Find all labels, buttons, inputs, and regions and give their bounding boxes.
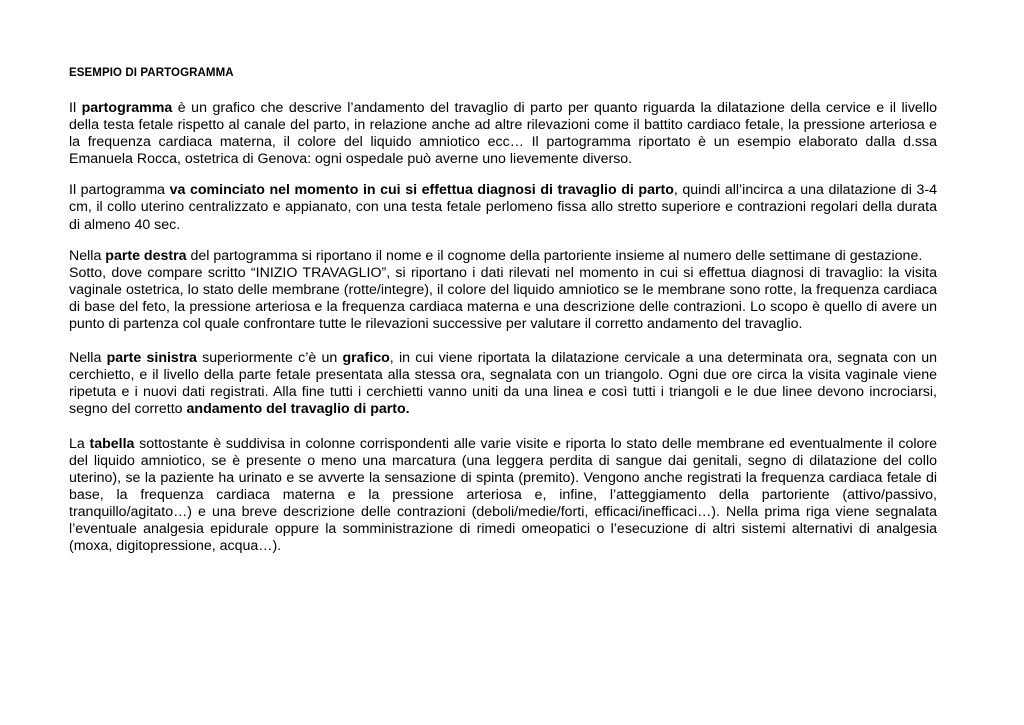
bold-term-partogramma: partogramma: [81, 100, 173, 116]
text-run: sottostante è suddivisa in colonne corrispondenti alle varie visite e riporta lo stato delle membrane ed eventualmente il colore del liquido amniotico, se è presente o meno una marcatura (una leggera perdita di sangue dai genitali, segno di dilatazione del collo uterino), se la paziente ha urinato e se avverte la sensazione di spinta (premito). Vengono anche registrati la frequenza cardiaca fetale di base, la frequenza cardiaca materna e la pressione arteriosa e, infine, l’atteggiamento della partoriente (attivo/passivo, tranquillo/agitato…) e una breve descrizione delle contrazioni (deboli/medie/forti, efficaci/inefficaci…). Nella prima riga viene segnalata l’eventuale analgesia epidurale oppure la somministrazione di rimedi omeopatici o l’esecuzione di altri sistemi alternativi di analgesia (moxa, digitopressione, acqua…).: [69, 435, 937, 555]
bold-phrase-start: va cominciato nel momento in cui si effettua diagnosi di travaglio di parto: [169, 182, 674, 199]
text-run: Il partogramma: [69, 182, 170, 199]
text-run: , in cui viene riportata la dilatazione cervicale a una determinata ora, segnata con un cerchietto, e il livello della parte fetale presentata alla stessa ora, segnalata con un triangolo. Ogni due ore circa la visita vaginale viene ripetuta e i nuovi dati registrati. Alla fine tutti i cerchietti vanno uniti da una linea e così tutti i triangoli e le due linee devono incrociarsi, segno del corretto: [69, 350, 937, 418]
paragraph-definition: [69, 100, 937, 168]
document-page: [69, 66, 937, 555]
text-run: superiormente c’è un: [196, 350, 343, 367]
paragraph-right-part: [69, 248, 937, 265]
text-run: Nella: [69, 350, 107, 367]
paragraph-left-part: [69, 350, 937, 418]
text-run: Il: [69, 100, 82, 116]
text-run: La: [69, 435, 90, 452]
bold-term-right-part: parte destra: [105, 247, 187, 264]
bold-term-left-part: parte sinistra: [106, 350, 197, 367]
document-heading: ESEMPIO DI PARTOGRAMMA: [69, 67, 234, 79]
paragraph-inizio-travaglio: Sotto, dove compare scritto “INIZIO TRAVAGLIO”, si riportano i dati rilevati nel momento in cui si effettua diagnosi di travaglio: la visita vaginale ostetrica, lo stato delle membrane (rotte/integre), il colore del liquido amniotico se le membrane sono rotte, la frequenza cardiaca di base del feto, la pressione arteriosa e la frequenza cardiaca materna e una descrizione delle contrazioni. Lo scopo è quello di avere un punto di partenza col quale confrontare tutte le rilevazioni successive per valutare il corretto andamento del travaglio.: [69, 264, 937, 333]
bold-term-tabella: tabella: [89, 435, 135, 452]
paragraph-start: [69, 182, 937, 233]
text-run: è un grafico che descrive l’andamento del travaglio di parto per quanto riguarda la dilatazione della cervice e il livello della testa fetale rispetto al canale del parto, in relazione anche ad altre rilevazioni come il battito cardiaco fetale, la pressione arteriosa e la frequenza cardiaca materna, il colore del liquido amniotico ecc… Il partogramma riportato è un esempio elaborato dalla d.ssa Emanuela Rocca, ostetrica di Genova: ogni ospedale può averne uno lievemente diverso.: [69, 100, 937, 168]
text-run: , quindi all’incirca a una dilatazione di 3-4 cm, il collo uterino centralizzato e appianato, con una testa fetale perlomeno fissa allo stretto superiore e contrazioni regolari della durata di almeno 40 sec.: [69, 182, 937, 233]
text-run: del partogramma si riportano il nome e il cognome della partoriente insieme al numero delle settimane di gestazione.: [186, 247, 923, 264]
text-run: Nella: [69, 247, 106, 264]
bold-term-grafico: grafico: [342, 350, 390, 367]
bold-phrase-andamento: andamento del travaglio di parto.: [186, 401, 410, 418]
paragraph-tabella: [69, 436, 937, 556]
